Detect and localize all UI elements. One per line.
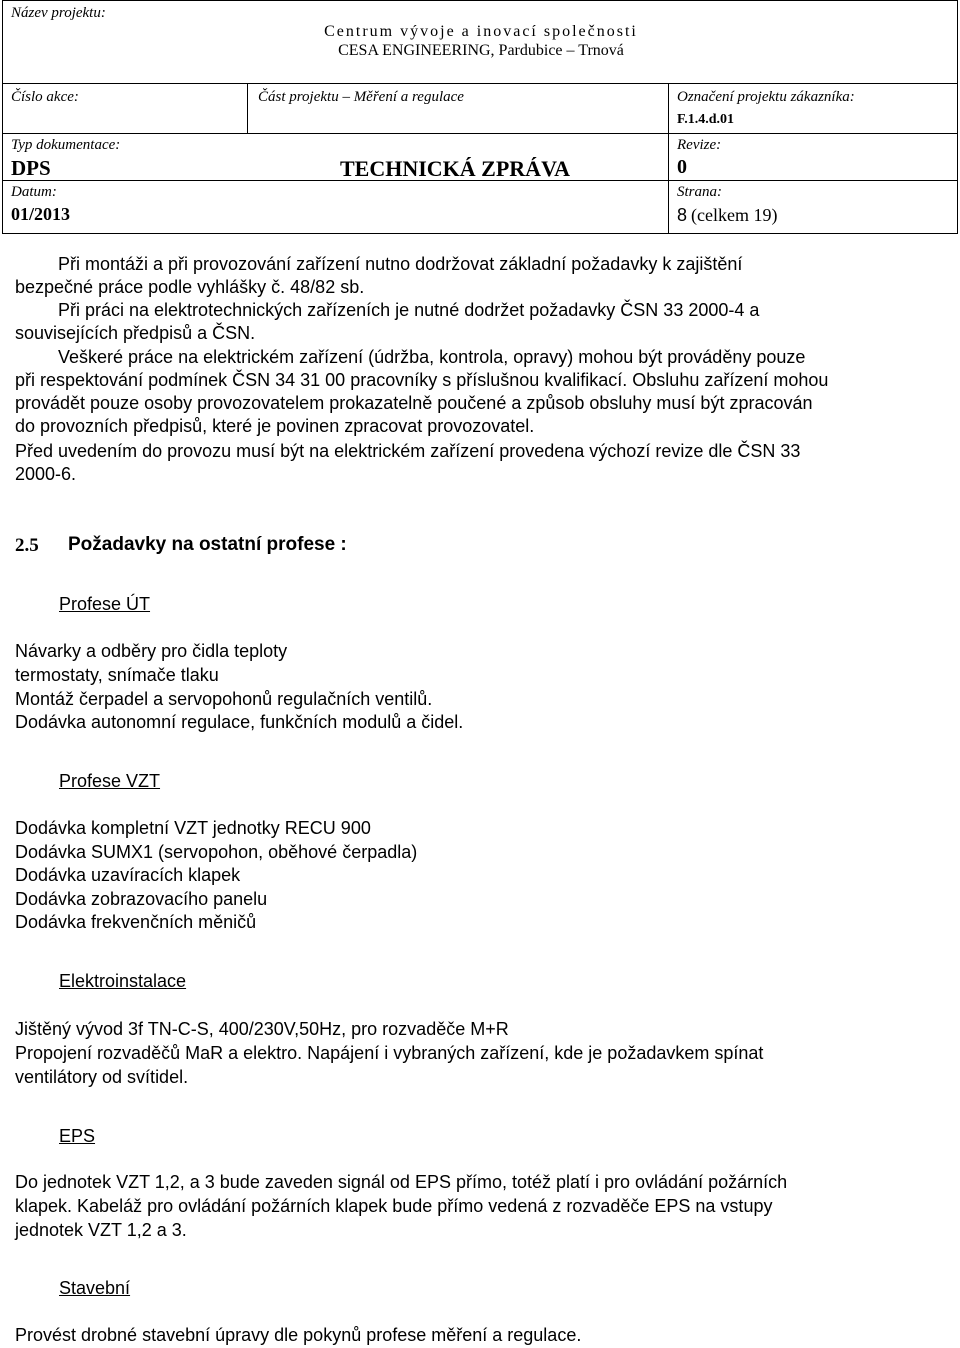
list-item: Dodávka zobrazovacího panelu bbox=[15, 889, 268, 909]
list-item: Provést drobné stavební úpravy dle pokynů profese měření a regulace. bbox=[15, 1325, 582, 1345]
list-item: ventilátory od svítidel. bbox=[15, 1067, 189, 1087]
paragraph-line: provádět pouze osoby provozovatelem prokazatelně poučené a způsob obsluhy musí být zpracován bbox=[15, 393, 813, 413]
paragraph-line: Při montáži a při provozování zařízení nutno dodržovat základní požadavky k zajištění bbox=[58, 254, 743, 274]
date-value: 01/2013 bbox=[11, 204, 71, 224]
list-item: Dodávka SUMX1 (servopohon, oběhové čerpadla) bbox=[15, 842, 418, 862]
list-item: Dodávka autonomní regulace, funkčních modulů a čidel. bbox=[15, 712, 464, 732]
project-title-line2: CESA ENGINEERING, Pardubice – Trnová bbox=[338, 42, 624, 59]
page-total: (celkem 19) bbox=[691, 205, 778, 225]
customer-designation-label: Označení projektu zákazníka: bbox=[677, 89, 855, 105]
list-item: Návarky a odběry pro čidla teploty bbox=[15, 641, 288, 661]
action-number-label: Číslo akce: bbox=[11, 89, 79, 105]
page-number: 8 bbox=[677, 205, 688, 225]
paragraph-line: 2000-6. bbox=[15, 464, 77, 484]
ut-heading: Profese ÚT bbox=[59, 594, 151, 614]
paragraph-line: souvisejících předpisů a ČSN. bbox=[15, 323, 256, 343]
vzt-heading: Profese VZT bbox=[59, 771, 161, 791]
revision-value: 0 bbox=[677, 156, 687, 178]
section-number: 2.5 bbox=[15, 535, 39, 556]
project-title-line1: Centrum vývoje a inovací společnosti bbox=[324, 23, 638, 40]
list-item: Dodávka kompletní VZT jednotky RECU 900 bbox=[15, 818, 371, 838]
elektro-heading: Elektroinstalace bbox=[59, 971, 187, 991]
title-block bbox=[2, 0, 958, 234]
paragraph-line: Při práci na elektrotechnických zařízeních je nutné dodržet požadavky ČSN 33 2000-4 a bbox=[58, 300, 760, 320]
doc-type-value: DPS bbox=[11, 156, 51, 180]
revision-cell bbox=[669, 134, 958, 181]
page-cell bbox=[669, 181, 958, 234]
list-item: termostaty, snímače tlaku bbox=[15, 665, 219, 685]
customer-designation-cell bbox=[669, 84, 958, 134]
paragraph-line: při respektování podmínek ČSN 34 31 00 pracovníky s příslušnou kvalifikací. Obsluhu zařízení mohou bbox=[15, 370, 829, 390]
customer-designation-value: F.1.4.d.01 bbox=[677, 112, 735, 127]
stavebni-heading: Stavební bbox=[59, 1278, 131, 1298]
doc-title: TECHNICKÁ ZPRÁVA bbox=[340, 156, 571, 181]
project-name-label: Název projektu: bbox=[11, 5, 106, 21]
list-item: Propojení rozvaděčů MaR a elektro. Napájení i vybraných zařízení, kde je požadavkem spínat bbox=[15, 1043, 764, 1063]
date-label: Datum: bbox=[11, 184, 57, 200]
list-item: Montáž čerpadel a servopohonů regulačních ventilů. bbox=[15, 689, 433, 709]
page-label: Strana: bbox=[677, 184, 722, 200]
list-item: klapek. Kabeláž pro ovládání požárních klapek bude přímo vedená z rozvaděče EPS na vstupy bbox=[15, 1196, 773, 1216]
part-label: Část projektu – Měření a regulace bbox=[258, 89, 464, 105]
list-item: Jištěný vývod 3f TN-C-S, 400/230V,50Hz, pro rozvaděče M+R bbox=[15, 1019, 509, 1039]
project-name-cell bbox=[3, 1, 958, 84]
page-value bbox=[677, 205, 777, 226]
date-cell bbox=[3, 181, 669, 234]
list-item: Dodávka uzavíracích klapek bbox=[15, 865, 241, 885]
list-item: jednotek VZT 1,2 a 3. bbox=[15, 1220, 187, 1240]
paragraph-line: Veškeré práce na elektrickém zařízení (údržba, kontrola, opravy) mohou být prováděny pouze bbox=[58, 347, 806, 367]
paragraph-line: Před uvedením do provozu musí být na elektrickém zařízení provedena výchozí revize dle ČSN 33 bbox=[15, 441, 801, 461]
paragraph-line: bezpečné práce podle vyhlášky č. 48/82 sb. bbox=[15, 277, 365, 297]
doc-type-label: Typ dokumentace: bbox=[11, 137, 121, 153]
paragraph-line: do provozních předpisů, které je povinen zpracovat provozovatel. bbox=[15, 416, 535, 436]
eps-heading: EPS bbox=[59, 1126, 96, 1146]
section-title: Požadavky na ostatní profese : bbox=[68, 534, 347, 555]
action-number-cell bbox=[3, 84, 248, 134]
part-cell bbox=[248, 84, 669, 134]
doc-type-cell bbox=[3, 134, 669, 181]
revision-label: Revize: bbox=[677, 137, 722, 153]
list-item: Dodávka frekvenčních měničů bbox=[15, 912, 257, 932]
list-item: Do jednotek VZT 1,2, a 3 bude zaveden signál od EPS přímo, totéž platí i pro ovládání požárních bbox=[15, 1172, 788, 1192]
